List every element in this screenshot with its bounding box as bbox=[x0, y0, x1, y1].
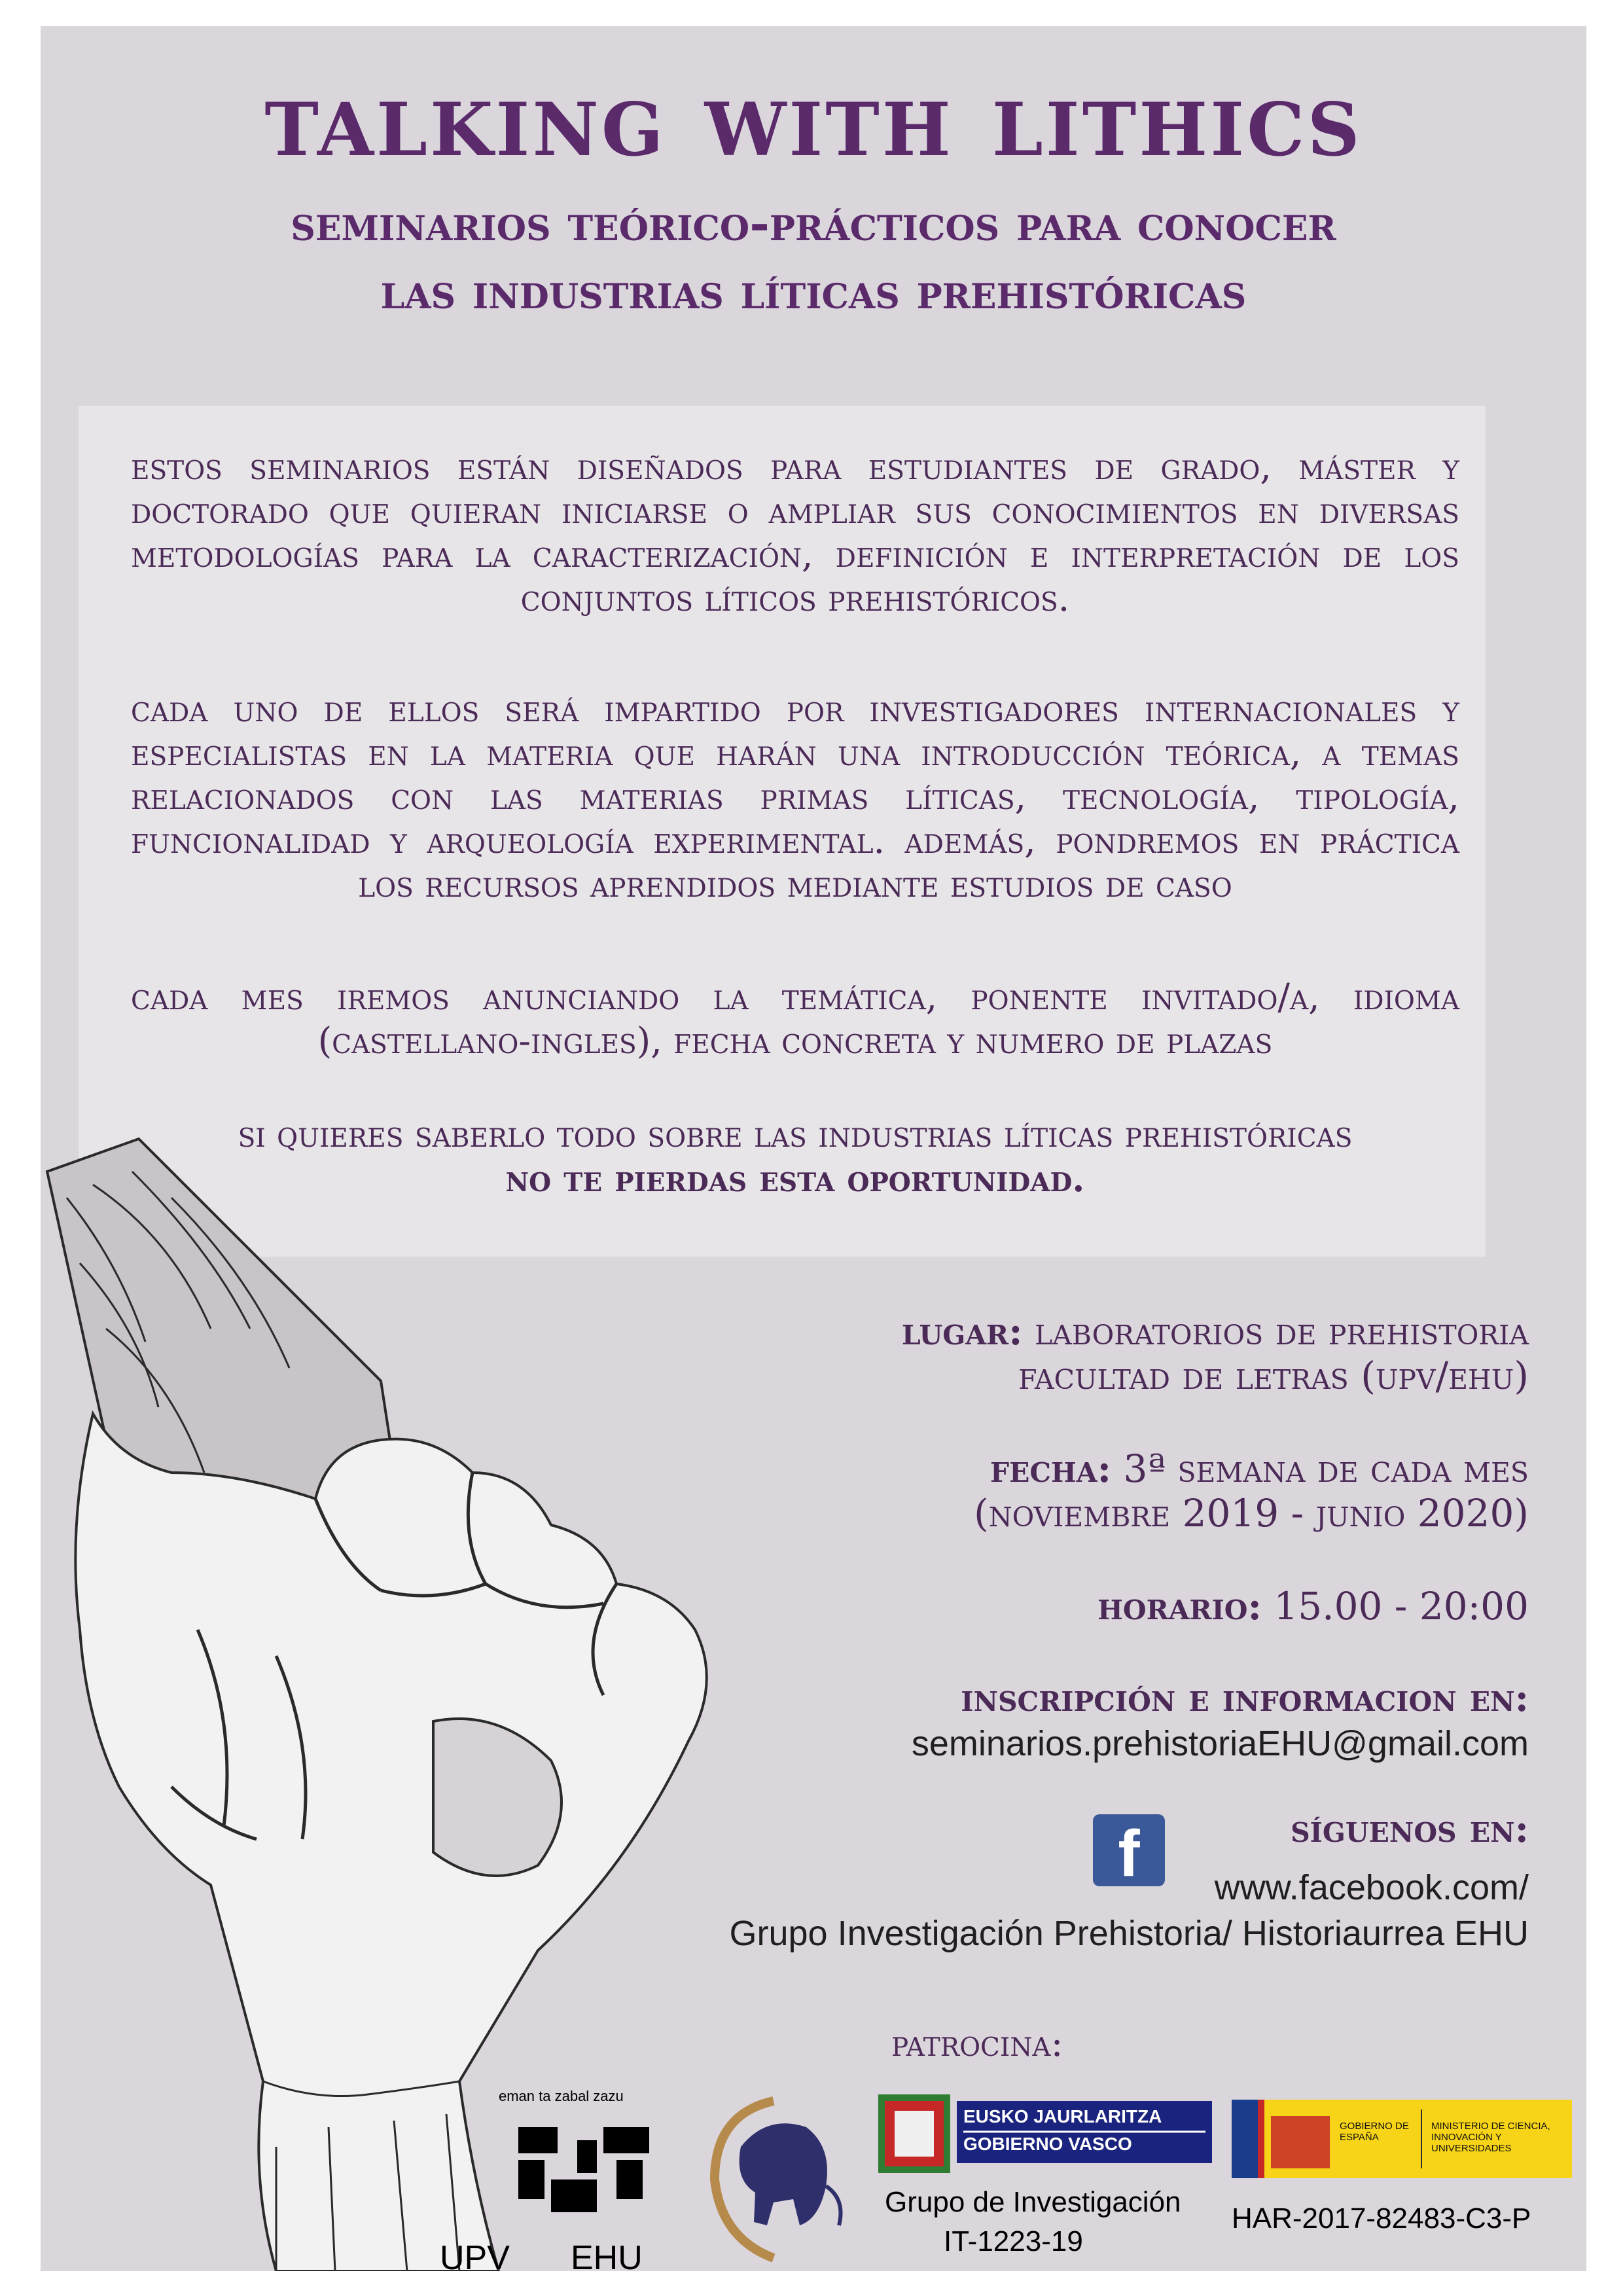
lugar-label: lugar: bbox=[901, 1309, 1023, 1354]
contact-email-link[interactable]: seminarios.prehistoriaEHU@gmail.com bbox=[911, 1724, 1529, 1763]
gobierno-espana-text: GOBIERNO DE ESPAÑA bbox=[1340, 2121, 1409, 2143]
upv-label: UPV bbox=[440, 2239, 510, 2277]
poster-subtitle bbox=[106, 190, 1521, 326]
inscripcion-label: inscripción e informacion en: bbox=[961, 1676, 1529, 1720]
grupo-investigacion-label: Grupo de Investigación bbox=[885, 2186, 1181, 2218]
closing-text: si quieres saberlo todo sobre las industrias líticas prehistóricas bbox=[238, 1113, 1353, 1155]
grant-code: HAR-2017-82483-C3-P bbox=[1232, 2202, 1531, 2234]
lugar-block bbox=[902, 1309, 1529, 1398]
description-paragraph-1: estos seminarios están diseñados para estudiantes de grado, máster y doctorado que quieran iniciarse o ampliar sus conocimientos en diversas metodologías para la caracterización, definición e interpretación de los conjuntos líticos prehistóricos. bbox=[131, 446, 1459, 619]
horario-block bbox=[1097, 1584, 1529, 1628]
poster-title: talking with lithics bbox=[264, 59, 1363, 180]
gobierno-vasco-text: GOBIERNO VASCO bbox=[963, 2134, 1132, 2154]
sponsors-label: patrocina: bbox=[891, 2022, 1063, 2065]
horario-label: horario: bbox=[1097, 1584, 1262, 1628]
subtitle-line-1: seminarios teórico-prácticos para conocer bbox=[291, 196, 1336, 252]
mammoth-logo bbox=[695, 2088, 852, 2271]
ministerio-text: MINISTERIO DE CIENCIA, INNOVACIÓN Y UNIVERSIDADES bbox=[1431, 2121, 1550, 2154]
fecha-line-2: (noviembre 2019 - junio 2020) bbox=[974, 1491, 1529, 1535]
siguenos-label: síguenos en: bbox=[1291, 1806, 1529, 1851]
fecha-line-1: 3ª semana de cada mes bbox=[1123, 1446, 1529, 1491]
lugar-line-1: laboratorios de prehistoria bbox=[1034, 1309, 1529, 1354]
lugar-line-2: facultad de letras (upv/ehu) bbox=[1018, 1354, 1529, 1398]
description-paragraph-3: cada mes iremos anunciando la temática, ponente invitado/a, idioma (castellano-ingles), fecha concreta y numero de plazas bbox=[131, 976, 1459, 1062]
facebook-group-name: Grupo Investigación Prehistoria/ Historiaurrea EHU bbox=[729, 1914, 1529, 1953]
eusko-jaurlaritza-text: EUSKO JAURLARITZA bbox=[963, 2106, 1162, 2126]
description-paragraph-2: cada uno de ellos será impartido por investigadores internacionales y especialistas en la materia que harán una introducción teórica, a temas relacionados con las materias primas líticas, tecnología, tipología, funcionalidad y arqueología experimental. además, pondremos en práctica los recursos aprendidos mediante estudios de caso bbox=[131, 688, 1459, 905]
closing-highlight: no te pierdas esta oportunidad. bbox=[505, 1157, 1085, 1200]
subtitle-line-2: las industrias líticas prehistóricas bbox=[380, 264, 1247, 320]
fecha-block bbox=[974, 1446, 1529, 1535]
fecha-label: fecha: bbox=[990, 1446, 1111, 1491]
horario-value: 15.00 - 20:00 bbox=[1274, 1584, 1529, 1628]
facebook-url-link[interactable]: www.facebook.com/ bbox=[1214, 1868, 1529, 1907]
ehu-label: EHU bbox=[571, 2239, 643, 2277]
facebook-icon[interactable]: f bbox=[1093, 1814, 1165, 1886]
poster bbox=[41, 26, 1586, 2277]
description-box bbox=[79, 406, 1486, 1257]
grupo-investigacion-code: IT-1223-19 bbox=[944, 2225, 1083, 2257]
upv-motto: eman ta zabal zazu bbox=[499, 2088, 624, 2104]
